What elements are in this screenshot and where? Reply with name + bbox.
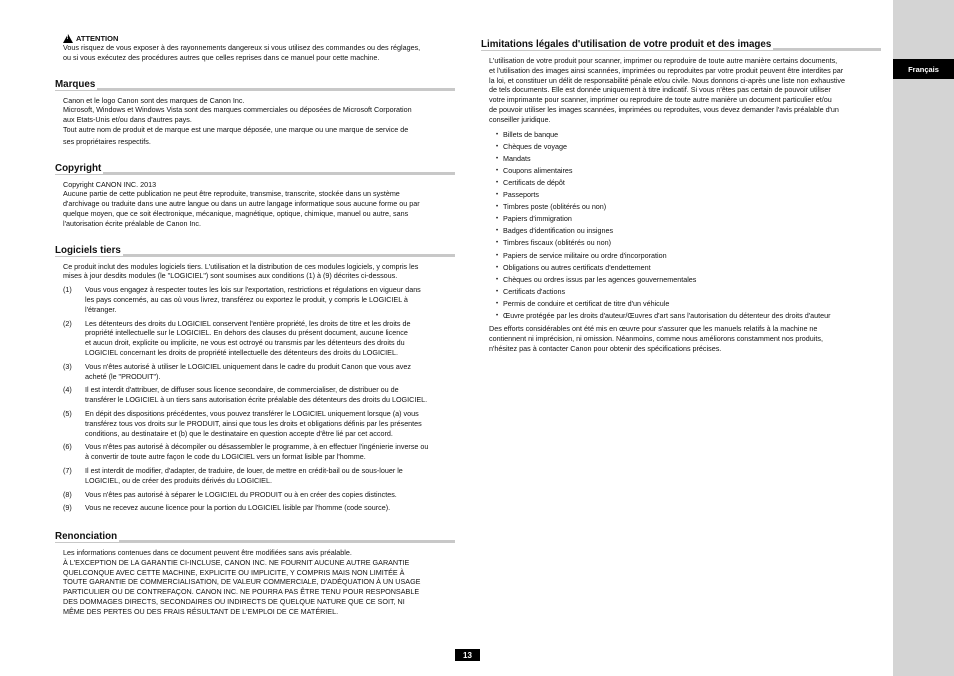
section-heading-renonciation xyxy=(55,526,455,544)
list-item: • Permis de conduire et certificat de titre d'un véhicule xyxy=(481,298,881,310)
list-item: (3) Vous n'êtes autorisé à utiliser le LOGICIEL uniquement dans le cadre du produit Canon que vous avez acheté (le "PRODUIT"). xyxy=(63,361,411,381)
left-column xyxy=(55,34,455,617)
page-number: 13 xyxy=(455,649,480,661)
paragraph-line: L'utilisation de votre produit pour scanner, imprimer ou reproduire de toute autre manière certains documents, xyxy=(489,56,838,65)
heading-rule xyxy=(55,172,455,175)
paragraph-line: et l'utilisation des images ainsi scannées, imprimées ou reproduites par votre produit peuvent être interdites par xyxy=(489,65,844,75)
heading-rule xyxy=(55,88,455,91)
list-item: • Timbres fiscaux (oblitérés ou non) xyxy=(481,237,881,249)
list-item: • Œuvre protégée par les droits d'auteur/Œuvres d'art sans l'autorisation du détenteur des droits d'auteur xyxy=(481,310,881,322)
section-title: Renonciation xyxy=(55,531,118,543)
attention-title: ATTENTION xyxy=(76,34,119,43)
attention-line: Vous risquez de vous exposer à des rayonnements dangereux si vous utilisez des commandes ou des réglages, xyxy=(63,43,421,52)
section-title: Logiciels tiers xyxy=(55,244,121,256)
warning-icon xyxy=(63,34,73,43)
list-item: • Certificats de dépôt xyxy=(481,177,881,189)
list-item: • Billets de banque xyxy=(481,129,881,141)
paragraph-line: Aucune partie de cette publication ne peut être reproduite, transmise, transcrite, stockée dans un système xyxy=(63,189,400,199)
list-item: (6) Vous n'êtes pas autorisé à décompiler ou désassembler le programme, à en effectuer l'ingénierie inverse ou à convertir de toute autre façon le code du LOGICIEL vers un format lisible par l'homme. xyxy=(63,442,429,462)
list-item: (8) Vous n'êtes pas autorisé à séparer le LOGICIEL du PRODUIT ou à en créer des copies distinctes. xyxy=(63,489,397,499)
paragraph-line: Des efforts considérables ont été mis en œuvre pour s'assurer que les manuels relatifs à la machine ne xyxy=(489,324,818,334)
paragraph-line: Microsoft, Windows et Windows Vista sont des marques commerciales ou déposées de Microsoft Corporation xyxy=(63,105,412,115)
paragraph-line: À L'EXCEPTION DE LA GARANTIE CI-INCLUSE, CANON INC. NE FOURNIT AUCUNE AUTRE GARANTIE xyxy=(63,557,410,567)
paragraph-line: mises à jour desdits modules (le "LOGICIEL") sont soumises aux conditions (1) à (9) décrites ci-dessous. xyxy=(63,271,398,281)
paragraph-line: PARTICULIER OU DE CONTREFAÇON. CANON INC. NE POURRA PAS ÊTRE TENU POUR RESPONSABLE xyxy=(63,587,420,597)
list-item: (4) Il est interdit d'attribuer, de diffuser sous licence secondaire, de commercialiser, de distribuer ou de transférer le LOGICIEL à un tiers sans autorisation écrite préalable des détenteurs des droits du LOGICIEL. xyxy=(63,385,428,405)
list-item: • Certificats d'actions xyxy=(481,286,881,298)
paragraph-line: Ce produit inclut des modules logiciels tiers. L'utilisation et la distribution de ces modules logiciels, y compris les xyxy=(63,261,419,271)
paragraph-line: d'archivage ou traduite dans une autre langue ou dans un autre langage informatique sous aucune forme ou par xyxy=(63,199,420,209)
section-title: Copyright xyxy=(55,162,102,174)
side-gutter xyxy=(893,0,954,676)
paragraph-line: Les informations contenues dans ce document peuvent être modifiées sans avis préalable. xyxy=(63,548,352,558)
list-item: (9) Vous ne recevez aucune licence pour la portion du LOGICIEL lisible par l'homme (code source). xyxy=(63,503,391,513)
attention-line: ou si vous exécutez des procédures autres que celles reprises dans ce manuel pour cette machine. xyxy=(63,52,380,62)
list-item: • Papiers de service militaire ou ordre d'incorporation xyxy=(481,250,881,262)
paragraph-line: DES DOMMAGES DIRECTS, SECONDAIRES OU INDIRECTS DE QUELQUE NATURE QUE CE SOIT, NI xyxy=(63,597,405,607)
list-item: • Timbres poste (oblitérés ou non) xyxy=(481,201,881,213)
list-item: • Mandats xyxy=(481,153,881,165)
section-title: Marques xyxy=(55,78,96,90)
list-item: (7) Il est interdit de modifier, d'adapter, de traduire, de louer, de mettre en crédit-bail ou de sous-louer le LOGICIEL, ou de créer des produits dérivés du LOGICIEL. xyxy=(63,465,403,485)
paragraph-line: QUELCONQUE AVEC CETTE MACHINE, EXPLICITE OU IMPLICITE, Y COMPRIS MAIS NON LIMITÉE À xyxy=(63,567,405,577)
paragraph-line: MÊME DES PERTES OU DES FRAIS RÉSULTANT DE L'EMPLOI DE CE MATÉRIEL. xyxy=(63,606,339,616)
paragraph-line: Copyright CANON INC. 2013 xyxy=(63,179,157,189)
paragraph-line: de pouvoir utiliser les images scannées, imprimées ou reproduites, vous devez demander l'avis préalable d'un xyxy=(489,104,839,114)
list-item: • Chèques ou ordres issus par les agences gouvernementales xyxy=(481,274,881,286)
paragraph-line: votre imprimante pour scanner, imprimer ou reproduire de toute autre manière un document particulier et/ou xyxy=(489,95,832,105)
paragraph-line: l'autorisation écrite préalable de Canon Inc. xyxy=(63,218,202,228)
section-heading-limitations xyxy=(481,34,881,52)
section-heading-copyright xyxy=(55,158,455,176)
list-item: • Papiers d'immigration xyxy=(481,213,881,225)
paragraph-line: conseiller juridique. xyxy=(489,114,551,124)
list-item: • Passeports xyxy=(481,189,881,201)
list-item: (1) Vous vous engagez à respecter toutes les lois sur l'exportation, restrictions et régulations en vigueur dans les pays concernés, au cas où vous livrez, transférez ou exportez le produit, y compris le LOGICIEL à l'étranger. xyxy=(63,285,421,314)
list-item: • Badges d'identification ou insignes xyxy=(481,225,881,237)
paragraph-line: la loi, et constituer un délit de responsabilité pénale et/ou civile. Nous donnons ci-après une liste non exhaustive xyxy=(489,75,845,85)
list-item: (5) En dépit des dispositions précédentes, vous pouvez transférer le LOGICIEL uniquement lorsque (a) vous transférez tous vos droits sur le PRODUIT, ainsi que tous les droits et obligations définis par les présentes conditions, au destinataire et (b) que le destinataire en question accepte d'être lié par cet accord. xyxy=(63,408,422,438)
section-heading-marques xyxy=(55,74,455,92)
conditions-list xyxy=(55,285,455,513)
attention-heading xyxy=(63,34,455,43)
paragraph-line: Tout autre nom de produit et de marque est une marque déposée, une marque ou une marque de service de xyxy=(63,124,409,134)
document-list xyxy=(481,129,881,323)
right-column xyxy=(481,34,881,353)
paragraph-line: contiennent ni imprécision, ni omission. Néanmoins, comme nous améliorons constamment nos produits, xyxy=(489,333,823,343)
list-item: • Chèques de voyage xyxy=(481,141,881,153)
paragraph-line: TOUTE GARANTIE DE COMMERCIALISATION, DE VALEUR COMMERCIALE, D'ADÉQUATION À UN USAGE xyxy=(63,577,421,587)
paragraph-line: n'hésitez pas à contacter Canon pour obtenir des spécifications précises. xyxy=(489,343,722,353)
paragraph-line: quelque moyen, que ce soit électronique, mécanique, magnétique, optique, chimique, manuel ou autre, sans xyxy=(63,208,409,218)
language-tab: Français xyxy=(893,59,954,79)
paragraph-line: Canon et le logo Canon sont des marques de Canon Inc. xyxy=(63,95,245,105)
list-item: • Obligations ou autres certificats d'endettement xyxy=(481,262,881,274)
list-item: (2) Les détenteurs des droits du LOGICIEL conservent l'entière propriété, les droits de titre et les droits de propriété intellectuelle sur le LOGICIEL. En dehors des clauses du présent document, aucune licence et aucun droit, explicite ou implicite, ne vous est octroyé ou transmis par les détenteurs des droits du LOGICIEL concernant les droits de propriété intellectuelle des détenteurs des droits du LOGICIEL. xyxy=(63,318,411,357)
paragraph-line: ses propriétaires respectifs. xyxy=(63,136,151,146)
section-title: Limitations légales d'utilisation de votre produit et des images xyxy=(481,39,772,50)
list-item: • Coupons alimentaires xyxy=(481,165,881,177)
paragraph-line: aux Etats-Unis et/ou dans d'autres pays. xyxy=(63,115,192,125)
paragraph-line: de tels documents. Elle est donnée uniquement à titre indicatif. Si vous n'êtes pas certain de pouvoir utiliser xyxy=(489,85,831,95)
section-heading-logiciels xyxy=(55,240,455,258)
